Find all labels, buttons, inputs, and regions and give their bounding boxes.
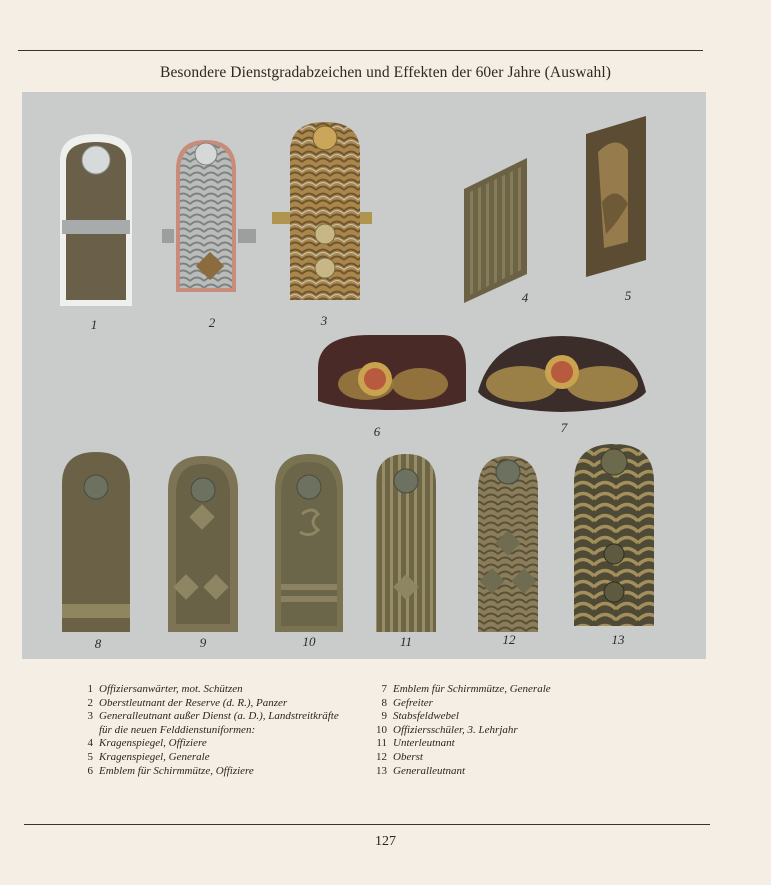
- insignia-photo: [22, 92, 706, 659]
- caption-row-continuation: für die neuen Felddienstuniformen:: [99, 723, 256, 736]
- insignia-8: [62, 452, 130, 632]
- caption-row: 11 Unterleutnant: [376, 737, 455, 750]
- page-title: Besondere Dienstgradabzeichen und Effekten der 60er Jahre (Auswahl): [160, 64, 611, 81]
- plate-label-1: 1: [90, 317, 98, 332]
- plate-label-9: 9: [199, 635, 207, 650]
- insignia-4: [464, 158, 527, 303]
- insignia-2: [162, 140, 256, 292]
- page-number: 127: [375, 834, 396, 849]
- insignia-plate: [22, 92, 706, 659]
- insignia-10: [275, 454, 343, 632]
- caption-row: 1 Offiziersanwärter, mot. Schützen: [87, 683, 243, 695]
- plate-label-8: 8: [94, 636, 102, 651]
- caption-row: 5 Kragenspiegel, Generale: [87, 750, 210, 763]
- plate-label-11: 11: [399, 634, 413, 649]
- caption-row: 10 Offiziersschüler, 3. Lehrjahr: [376, 723, 518, 736]
- insignia-12: [478, 456, 538, 632]
- plate-label-2: 2: [208, 315, 216, 330]
- caption-row: 9 Stabsfeldwebel: [381, 710, 459, 723]
- caption-row: 2 Oberstleutnant der Reserve (d. R.), Panzer: [87, 696, 288, 709]
- caption-column-left: [78, 683, 378, 778]
- bottom-rule: [24, 824, 710, 825]
- plate-label-6: 6: [373, 424, 381, 439]
- insignia-6: [318, 335, 466, 410]
- insignia-9: [168, 456, 238, 632]
- plate-label-7: 7: [560, 420, 568, 435]
- insignia-11: [376, 454, 436, 632]
- caption-row: 13 Generalleutnant: [376, 764, 466, 777]
- plate-label-3: 3: [320, 313, 328, 328]
- caption-row: 3 Generalleutnant außer Dienst (a. D.), Landstreitkräfte: [87, 710, 339, 723]
- plate-label-13: 13: [611, 632, 625, 647]
- caption-row: 12 Oberst: [376, 750, 423, 763]
- top-rule: [18, 50, 703, 51]
- insignia-1: [60, 134, 132, 306]
- caption-row: 4 Kragenspiegel, Offiziere: [87, 737, 207, 750]
- plate-label-5: 5: [624, 288, 632, 303]
- caption-row: 7 Emblem für Schirmmütze, Generale: [381, 683, 551, 695]
- plate-label-4: 4: [521, 290, 529, 305]
- plate-label-10: 10: [302, 634, 316, 649]
- plate-label-12: 12: [502, 632, 516, 647]
- insignia-7: [478, 336, 646, 412]
- insignia-13: [574, 444, 654, 626]
- caption-column-right: [372, 683, 672, 778]
- caption-row: 8 Gefreiter: [381, 696, 433, 709]
- insignia-5: [586, 116, 646, 277]
- caption-row: 6 Emblem für Schirmmütze, Offiziere: [87, 764, 254, 777]
- insignia-3: [272, 122, 372, 300]
